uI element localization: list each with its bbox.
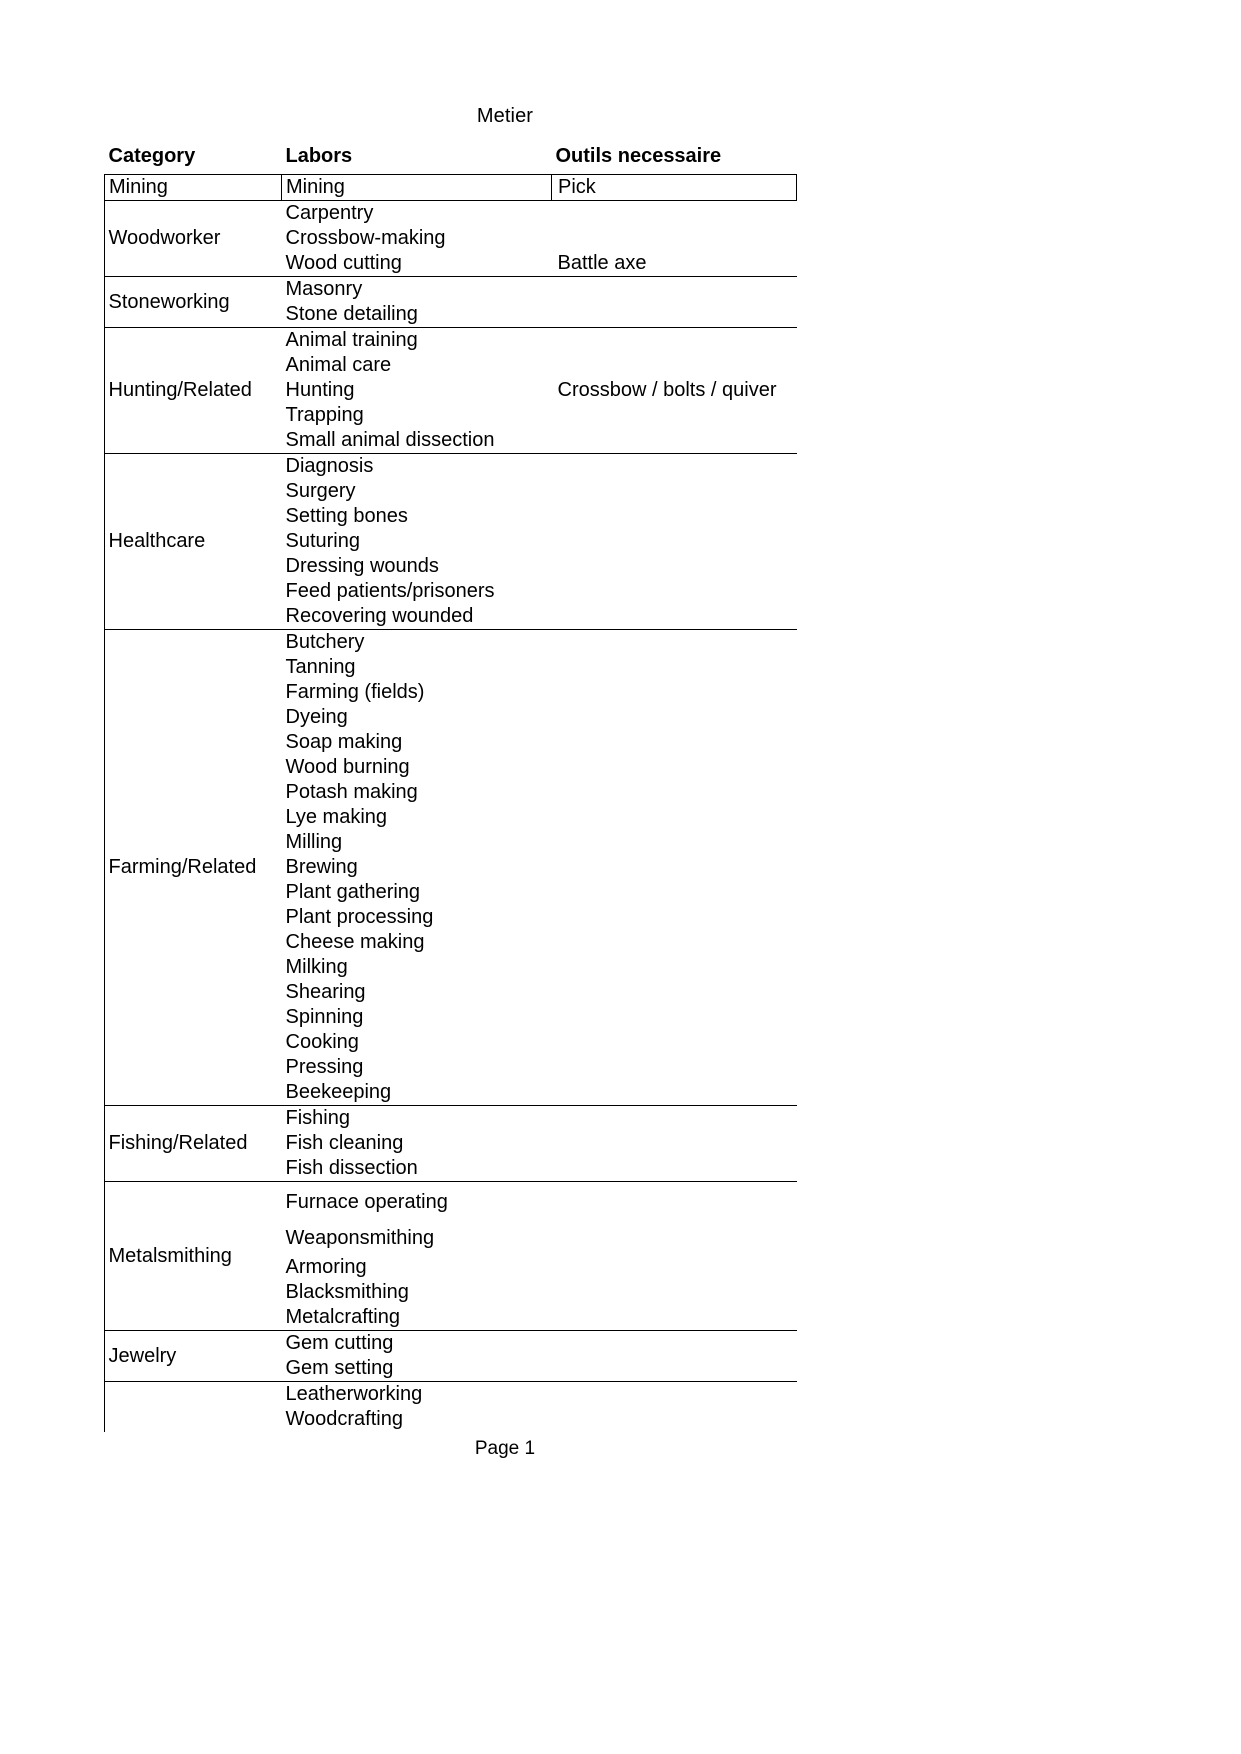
column-header-labors: Labors bbox=[285, 145, 353, 167]
labor-cell: Farming (fields) bbox=[285, 681, 425, 703]
category-label: Woodworker bbox=[108, 227, 221, 249]
tool-cell bbox=[552, 680, 797, 705]
tool-cell bbox=[552, 655, 797, 680]
labor-cell: Wood burning bbox=[285, 756, 410, 778]
category-label: Fishing/Related bbox=[108, 1132, 248, 1154]
labor-cell: Dressing wounds bbox=[285, 555, 439, 577]
category-label: Mining bbox=[109, 176, 168, 198]
labor-cell: Recovering wounded bbox=[285, 605, 474, 627]
table-row bbox=[105, 1331, 797, 1357]
labor-cell: Fishing bbox=[282, 1106, 552, 1132]
labor-cell: Animal training bbox=[282, 328, 552, 354]
tool-cell bbox=[552, 454, 797, 480]
labor-cell: Surgery bbox=[285, 480, 356, 502]
labor-cell: Crossbow-making bbox=[285, 227, 446, 249]
labor-cell: Armoring bbox=[285, 1256, 367, 1278]
tool-cell bbox=[552, 328, 797, 354]
labor-cell: Beekeeping bbox=[285, 1081, 392, 1103]
tool-cell: Crossbow / bolts / quiver bbox=[557, 379, 777, 401]
labor-cell: Dyeing bbox=[285, 706, 348, 728]
table-row bbox=[105, 630, 797, 656]
tool-cell bbox=[552, 504, 797, 529]
labor-cell: Hunting bbox=[285, 379, 355, 401]
tool-cell bbox=[552, 1131, 797, 1156]
labor-cell: Furnace operating bbox=[282, 1182, 552, 1223]
labor-cell: Lye making bbox=[285, 806, 388, 828]
tool-cell bbox=[552, 805, 797, 830]
labor-cell: Diagnosis bbox=[282, 454, 552, 480]
labor-cell: Soap making bbox=[285, 731, 403, 753]
category-label: Jewelry bbox=[108, 1344, 177, 1367]
category-cell bbox=[105, 277, 282, 328]
labor-cell: Wood cutting bbox=[285, 252, 402, 274]
table-header-row bbox=[105, 144, 797, 175]
labor-cell: Gem setting bbox=[285, 1357, 394, 1379]
tool-cell bbox=[552, 1080, 797, 1106]
tool-cell bbox=[552, 830, 797, 855]
tool-cell bbox=[552, 302, 797, 328]
tool-cell bbox=[552, 1280, 797, 1305]
labor-cell: Mining bbox=[282, 175, 552, 201]
category-cell bbox=[105, 175, 282, 201]
tool-cell bbox=[552, 403, 797, 428]
tool-cell bbox=[552, 1182, 797, 1223]
labor-cell: Woodcrafting bbox=[285, 1408, 403, 1430]
tool-cell bbox=[552, 579, 797, 604]
tool-cell bbox=[552, 1407, 797, 1432]
labor-cell: Milling bbox=[285, 831, 343, 853]
tool-cell bbox=[552, 705, 797, 730]
labor-cell: Milking bbox=[285, 956, 348, 978]
labor-cell: Feed patients/prisoners bbox=[285, 580, 495, 602]
tool-cell bbox=[552, 353, 797, 378]
tool-cell bbox=[552, 1382, 797, 1408]
tool-cell bbox=[552, 226, 797, 251]
table-row bbox=[105, 277, 797, 303]
table-row bbox=[105, 1106, 797, 1132]
labor-cell: Trapping bbox=[285, 404, 364, 426]
tool-cell: Battle axe bbox=[557, 252, 647, 274]
tool-cell bbox=[552, 1030, 797, 1055]
labor-cell: Shearing bbox=[285, 981, 366, 1003]
page-footer: Page 1 bbox=[474, 1438, 536, 1459]
labor-cell: Butchery bbox=[282, 630, 552, 656]
category-cell bbox=[105, 1382, 282, 1433]
tool-cell bbox=[552, 1255, 797, 1280]
table-row bbox=[105, 328, 797, 354]
labor-cell: Pressing bbox=[285, 1056, 364, 1078]
labor-cell: Weaponsmithing bbox=[285, 1227, 435, 1249]
labor-cell: Cheese making bbox=[285, 931, 425, 953]
tool-cell bbox=[552, 1305, 797, 1331]
category-cell bbox=[105, 1106, 282, 1182]
category-label: Hunting/Related bbox=[108, 379, 252, 401]
tool-cell bbox=[552, 201, 797, 227]
labor-cell: Brewing bbox=[285, 856, 358, 878]
category-cell bbox=[105, 454, 282, 630]
tool-cell bbox=[552, 855, 797, 880]
column-header-category: Category bbox=[108, 145, 196, 167]
labor-cell: Masonry bbox=[282, 277, 552, 303]
tool-cell bbox=[552, 479, 797, 504]
tool-cell bbox=[552, 1005, 797, 1030]
category-cell bbox=[105, 328, 282, 454]
labor-cell: Animal care bbox=[285, 354, 392, 376]
tool-cell bbox=[552, 1222, 797, 1255]
category-label: Stoneworking bbox=[108, 290, 230, 313]
table-row bbox=[105, 1382, 797, 1408]
labor-cell: Leatherworking bbox=[282, 1382, 552, 1408]
tool-cell bbox=[552, 1356, 797, 1382]
labor-cell: Potash making bbox=[285, 781, 418, 803]
labor-cell: Carpentry bbox=[282, 201, 552, 227]
tool-cell bbox=[552, 277, 797, 303]
labor-cell: Plant gathering bbox=[285, 881, 421, 903]
labor-cell: Fish dissection bbox=[285, 1157, 418, 1179]
tool-cell bbox=[552, 1331, 797, 1357]
column-header-tools: Outils necessaire bbox=[555, 145, 722, 167]
category-cell bbox=[105, 630, 282, 1106]
table-row bbox=[105, 454, 797, 480]
labor-cell: Setting bones bbox=[285, 505, 408, 527]
labor-cell: Plant processing bbox=[285, 906, 434, 928]
table-row bbox=[105, 1182, 797, 1223]
labor-cell: Small animal dissection bbox=[285, 429, 495, 451]
tool-cell bbox=[552, 930, 797, 955]
tool-cell bbox=[552, 428, 797, 454]
labor-cell: Gem cutting bbox=[282, 1331, 552, 1357]
document-title: Metier bbox=[476, 105, 534, 127]
labor-cell: Blacksmithing bbox=[285, 1281, 409, 1303]
labor-cell: Fish cleaning bbox=[285, 1132, 404, 1154]
tool-cell bbox=[552, 780, 797, 805]
tool-cell bbox=[552, 1055, 797, 1080]
category-cell bbox=[105, 201, 282, 277]
category-label: Farming/Related bbox=[108, 856, 257, 878]
labor-cell: Tanning bbox=[285, 656, 356, 678]
tool-cell bbox=[552, 1156, 797, 1182]
tool-cell bbox=[552, 1106, 797, 1132]
category-label: Healthcare bbox=[108, 530, 206, 552]
labor-cell: Suturing bbox=[285, 530, 360, 552]
labor-cell: Stone detailing bbox=[285, 303, 418, 325]
tool-cell bbox=[552, 730, 797, 755]
tool-cell bbox=[552, 880, 797, 905]
tool-cell: Pick bbox=[552, 175, 797, 201]
tool-cell bbox=[552, 604, 797, 630]
tool-cell bbox=[552, 755, 797, 780]
metier-table bbox=[104, 144, 797, 1432]
tool-cell bbox=[552, 630, 797, 656]
tool-cell bbox=[552, 905, 797, 930]
labor-cell: Spinning bbox=[285, 1006, 364, 1028]
table-row bbox=[105, 201, 797, 227]
category-cell bbox=[105, 1182, 282, 1331]
table-body bbox=[105, 175, 797, 1433]
category-label: Metalsmithing bbox=[108, 1244, 232, 1267]
table-row bbox=[105, 175, 797, 201]
labor-cell: Cooking bbox=[285, 1031, 359, 1053]
category-cell bbox=[105, 1331, 282, 1382]
tool-cell bbox=[552, 980, 797, 1005]
tool-cell bbox=[552, 529, 797, 554]
tool-cell bbox=[552, 955, 797, 980]
tool-cell bbox=[552, 554, 797, 579]
labor-cell: Metalcrafting bbox=[285, 1306, 400, 1328]
